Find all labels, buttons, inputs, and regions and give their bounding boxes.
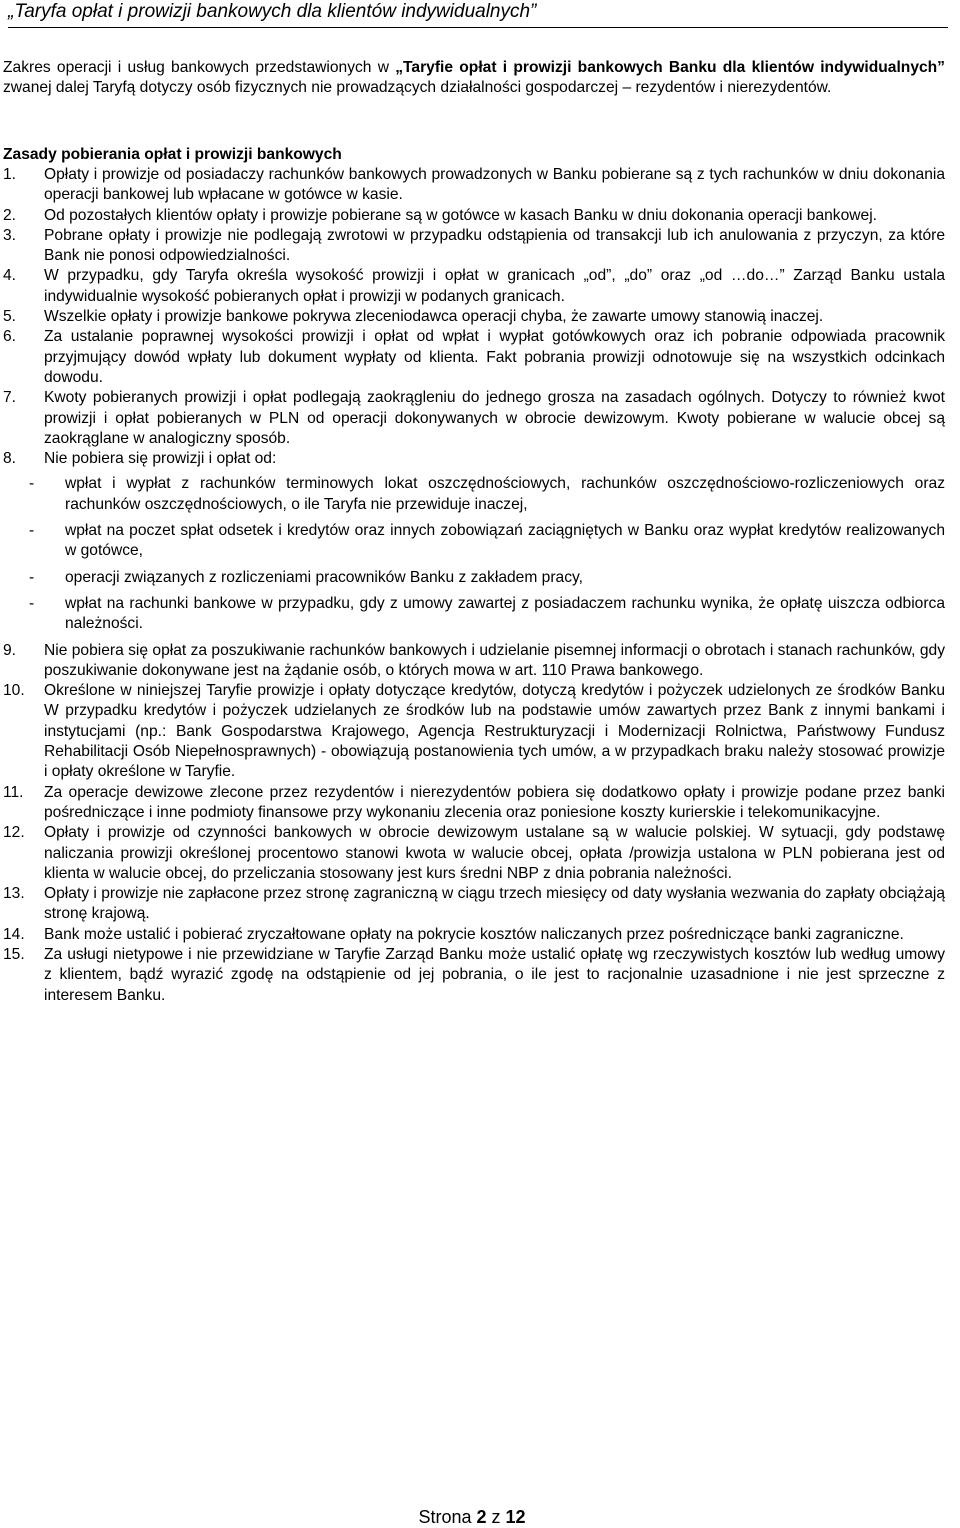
- item-number: 15.: [3, 945, 25, 963]
- sub-item-text: operacji związanych z rozliczeniami pracowników Banku z zakładem pracy,: [65, 568, 583, 586]
- item-number: 1.: [3, 166, 17, 183]
- item-number: 7.: [3, 389, 17, 407]
- item-text: Za ustalanie poprawnej wysokości prowizji i opłat od wpłat i wypłat gotówkowych oraz ich pobranie odpowiada pracownik przyjmujący dowód wpłaty lub dokument wypłaty od klienta. Fakt pobrania prowizji odnotowuje się na wszystkich odcinkach dowodu.: [44, 328, 945, 386]
- item-text: W przypadku, gdy Taryfa określa wysokość prowizji i opłat w granicach „od”, „do” oraz „od …do…” Zarząd Banku ustala indywidualnie wysokość pobieranych opłat i prowizji w podanych granicach.: [44, 267, 945, 305]
- item-number: 5.: [3, 308, 17, 326]
- dash-marker: -: [29, 522, 35, 540]
- dash-marker: -: [29, 568, 35, 586]
- page-separator: z: [486, 1507, 506, 1527]
- item-text: Wszelkie opłaty i prowizje bankowe pokrywa zleceniodawca operacji chyba, że zawarte umowy stanowią inaczej.: [44, 308, 824, 326]
- item-number: 8.: [3, 450, 17, 468]
- list-item: [3, 307, 945, 327]
- page-prefix: Strona: [418, 1507, 477, 1527]
- intro-text-1: Zakres operacji i usług bankowych przedstawionych w: [3, 59, 396, 76]
- sub-list-item: [3, 594, 945, 635]
- list-item: [3, 823, 945, 884]
- list-item: [3, 925, 945, 945]
- document-header: „Taryfa opłat i prowizji bankowych dla klientów indywidualnych”: [8, 0, 948, 28]
- item-number: 6.: [3, 328, 17, 346]
- sub-list-item: [3, 474, 945, 515]
- list-item: [3, 388, 945, 449]
- item-text: Za operacje dewizowe zlecone przez rezydentów i nierezydentów pobiera się dodatkowo opłaty i prowizje podane przez banki pośredniczące i inne podmioty finansowe przy wykonaniu zlecenia oraz poniesione koszty kurierskie i telekomunikacyjne.: [44, 783, 945, 821]
- sub-item-text: wpłat i wypłat z rachunków terminowych lokat oszczędnościowych, rachunków oszczędnościowo-rozliczeniowych oraz rachunków oszczędnościowych, o ile Taryfa nie przewiduje inaczej,: [65, 475, 945, 513]
- item-number: 2.: [3, 206, 17, 224]
- list-item: [3, 226, 945, 267]
- item-text: Opłaty i prowizje od czynności bankowych w obrocie dewizowym ustalane są w walucie polskiej. W sytuacji, gdy podstawę naliczania prowizji określonej procentowo stanowi kwota w walucie obcej, opłata /prowizja ustalona w PLN pobierana jest od klienta w walucie obcej, do przeliczania stosowany jest kurs średni NBP z dnia pobrania należności.: [44, 824, 945, 882]
- page-current: 2: [476, 1507, 487, 1527]
- dash-marker: -: [29, 475, 35, 493]
- list-item: [3, 206, 945, 226]
- item-text: Opłaty i prowizje od posiadaczy rachunków bankowych prowadzonych w Banku pobierane są z tych rachunków w dniu dokonania operacji bankowej lub wpłacane w gotówce w kasie.: [44, 166, 945, 204]
- item-number: 12.: [3, 824, 25, 842]
- item-number: 3.: [3, 226, 17, 244]
- item-text: Nie pobiera się prowizji i opłat od:: [44, 450, 277, 468]
- list-item: [3, 327, 945, 388]
- item-text: Określone w niniejszej Taryfie prowizje i opłaty dotyczące kredytów, dotyczą kredytów i pożyczek udzielonych ze środków Banku W przypadku kredytów i pożyczek udzielanych ze środków lub na podstawie umów zawartych przez Bank z innymi bankami i instytucjami (np.: Bank Gospodarstwa Krajowego, Agencja Restrukturyzacji i Modernizacji Rolnictwa, Państwowy Fundusz Rehabilitacji Osób Niepełnosprawnych) - obowiązują postanowienia tych umów, a w przypadkach braku należy stosować prowizje i opłaty określone w Taryfie.: [44, 682, 945, 781]
- sub-item-text: wpłat na poczet spłat odsetek i kredytów oraz innych zobowiązań zaciągniętych w Banku oraz wypłat kredytów realizowanych w gotówce,: [65, 522, 945, 560]
- list-item: [3, 681, 945, 782]
- item-text: Od pozostałych klientów opłaty i prowizje pobierane są w gotówce w kasach Banku w dniu dokonania operacji bankowej.: [44, 206, 878, 224]
- list-item: [3, 945, 945, 1006]
- page-number: [0, 1506, 944, 1528]
- rules-list: [3, 165, 945, 1006]
- item-number: 13.: [3, 885, 25, 903]
- page-total: 12: [505, 1507, 526, 1527]
- item-number: 9.: [3, 641, 17, 659]
- section-title: Zasady pobierania opłat i prowizji bankowych: [3, 146, 342, 163]
- intro-paragraph: [3, 58, 945, 99]
- list-item: [3, 783, 945, 824]
- list-item: [3, 165, 945, 206]
- sub-list-item: [3, 521, 945, 562]
- dash-marker: -: [29, 594, 35, 612]
- item-text: Bank może ustalić i pobierać zryczałtowane opłaty na pokrycie kosztów naliczanych przez pośredniczące banki zagraniczne.: [44, 925, 904, 943]
- list-item: [3, 641, 945, 682]
- sub-list-item: [3, 568, 945, 588]
- item-text: Kwoty pobieranych prowizji i opłat podlegają zaokrągleniu do jednego grosza na zasadach ogólnych. Dotyczy to również kwot prowizji i opłat pobieranych w PLN od operacji dokonywanych w obrocie dewizowym. Kwoty pobierane w walucie obcej są zaokrąglane w analogiczny sposób.: [44, 389, 945, 447]
- item-number: 10.: [3, 682, 25, 700]
- item-number: 11.: [3, 783, 24, 801]
- item-text: Opłaty i prowizje nie zapłacone przez stronę zagraniczną w ciągu trzech miesięcy od daty wysłania wezwania do zapłaty obciążają stronę krajową.: [44, 885, 945, 923]
- item-text: Za usługi nietypowe i nie przewidziane w Taryfie Zarząd Banku może ustalić opłatę wg rzeczywistych kosztów lub według umowy z klientem, bądź wyrazić zgodę na odstąpienie od jej pobrania, o ile jest to racjonalnie uzasadnione i nie jest sprzeczne z interesem Banku.: [44, 945, 945, 1004]
- list-item: [3, 266, 945, 307]
- item-text: Nie pobiera się opłat za poszukiwanie rachunków bankowych i udzielanie pisemnej informacji o obrotach i stanach rachunków, gdy poszukiwanie dokonywane jest na żądanie osób, o których mowa w art. 110 Prawa bankowego.: [44, 641, 945, 679]
- item-number: 4.: [3, 267, 17, 285]
- item-number: 14.: [3, 925, 25, 943]
- item-text: Pobrane opłaty i prowizje nie podlegają zwrotowi w przypadku odstąpienia od transakcji lub ich anulowania z przyczyn, za które Bank nie ponosi odpowiedzialności.: [44, 226, 945, 265]
- list-item: [3, 884, 945, 925]
- sub-item-text: wpłat na rachunki bankowe w przypadku, gdy z umowy zawartej z posiadaczem rachunku wynika, że opłatę uiszcza odbiorca należności.: [65, 594, 945, 633]
- intro-text-2: zwanej dalej Taryfą dotyczy osób fizycznych nie prowadzących działalności gospodarczej – rezydentów i nierezydentów.: [3, 79, 832, 97]
- list-item: [3, 449, 945, 469]
- intro-bold-title: „Taryfie opłat i prowizji bankowych Banku dla klientów indywidualnych”: [395, 59, 945, 76]
